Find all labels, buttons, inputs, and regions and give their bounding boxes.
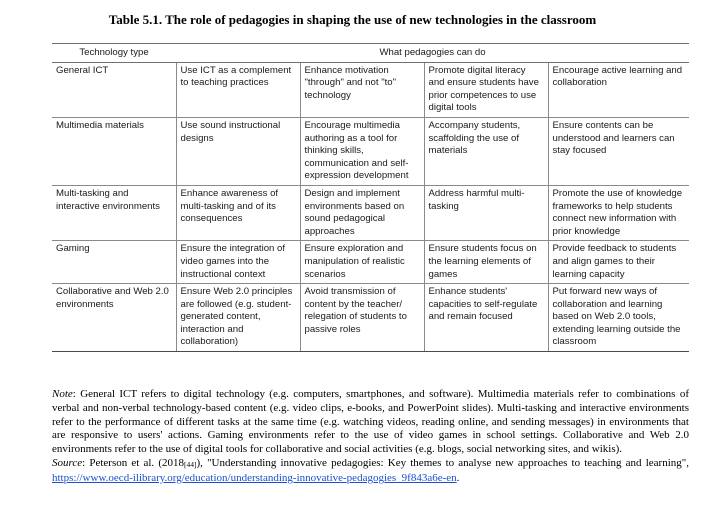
table-cell: Accompany students, scaffolding the use of materials	[424, 117, 548, 185]
source-end: .	[456, 471, 460, 484]
table-title: Table 5.1. The role of pedagogies in shaping the use of new technologies in the classroom	[108, 12, 597, 27]
header-technology-type: Technology type	[52, 44, 176, 63]
note-paragraph	[52, 388, 689, 457]
table-row	[52, 241, 689, 284]
table-cell: Encourage multimedia authoring as a tool for thinking skills, communication and self-expression development	[300, 117, 424, 185]
source-prefix: : Peterson et al. (2018	[82, 456, 184, 469]
table-row	[52, 62, 689, 117]
table-cell: Avoid transmission of content by the teacher/ relegation of students to passive roles	[300, 284, 424, 352]
table-header-row	[52, 44, 689, 63]
table-cell: Ensure students focus on the learning elements of games	[424, 241, 548, 284]
table-cell: Design and implement environments based on sound pedagogical approaches	[300, 185, 424, 240]
table-cell: Enhance students' capacities to self-regulate and remain focused	[424, 284, 548, 352]
pedagogies-table	[52, 43, 689, 352]
row-type-cell: Multi-tasking and interactive environments	[52, 185, 176, 240]
table-cell: Put forward new ways of collaboration and learning based on Web 2.0 tools, extending learning outside the classroom	[548, 284, 689, 352]
table-cell: Ensure exploration and manipulation of realistic scenarios	[300, 241, 424, 284]
table-cell: Enhance motivation "through" and not "to" technology	[300, 62, 424, 117]
row-type-cell: General ICT	[52, 62, 176, 117]
table-row	[52, 117, 689, 185]
table-row	[52, 185, 689, 240]
table-cell: Ensure the integration of video games into the instructional context	[176, 241, 300, 284]
table-cell: Ensure contents can be understood and learners can stay focused	[548, 117, 689, 185]
source-label: Source	[52, 456, 83, 469]
table-cell: Use ICT as a complement to teaching practices	[176, 62, 300, 117]
note-text: : General ICT refers to digital technology (e.g. computers, smartphones, and software). Multimedia materials refer to combinations of verbal and non-verbal technology-based content (e.g. video clips, e-books, and PowerPoint slides). Multi-tasking and interactive environments refer to the performance of different tasks at the same time (e.g. watching videos, reading online, and sending messages) in environments that are responsive to users' actions. Gaming environments refer to the use of video games in school settings. Collaborative and Web 2.0 environments refer to the use of digital tools for collaborative and social activities (e.g. blogs, social networking sites, and wikis).	[52, 388, 689, 456]
table-cell: Encourage active learning and collaboration	[548, 62, 689, 117]
row-type-cell: Collaborative and Web 2.0 environments	[52, 284, 176, 352]
source-reference: [44]	[184, 459, 197, 469]
source-suffix: ), "Understanding innovative pedagogies: Key themes to analyse new approaches to teaching and learning",	[196, 456, 689, 469]
table-cell: Use sound instructional designs	[176, 117, 300, 185]
table-cell: Provide feedback to students and align games to their learning capacity	[548, 241, 689, 284]
row-type-cell: Gaming	[52, 241, 176, 284]
note-label: Note	[52, 388, 73, 400]
row-type-cell: Multimedia materials	[52, 117, 176, 185]
header-what-pedagogies-can-do: What pedagogies can do	[176, 44, 689, 63]
table-cell: Promote the use of knowledge frameworks to help students connect new information with prior knowledge	[548, 185, 689, 240]
table-cell: Promote digital literacy and ensure students have prior competences to use digital tools	[424, 62, 548, 117]
table-cell: Enhance awareness of multi-tasking and of its consequences	[176, 185, 300, 240]
source-paragraph	[52, 457, 689, 486]
table-cell: Ensure Web 2.0 principles are followed (e.g. student-generated content, interaction and collaboration)	[176, 284, 300, 352]
table-notes	[52, 388, 689, 486]
source-link[interactable]: https://www.oecd-ilibrary.org/education/understanding-innovative-pedagogies_9f843a6e-en	[52, 471, 457, 484]
table-row	[52, 284, 689, 352]
table-cell: Address harmful multi-tasking	[424, 185, 548, 240]
